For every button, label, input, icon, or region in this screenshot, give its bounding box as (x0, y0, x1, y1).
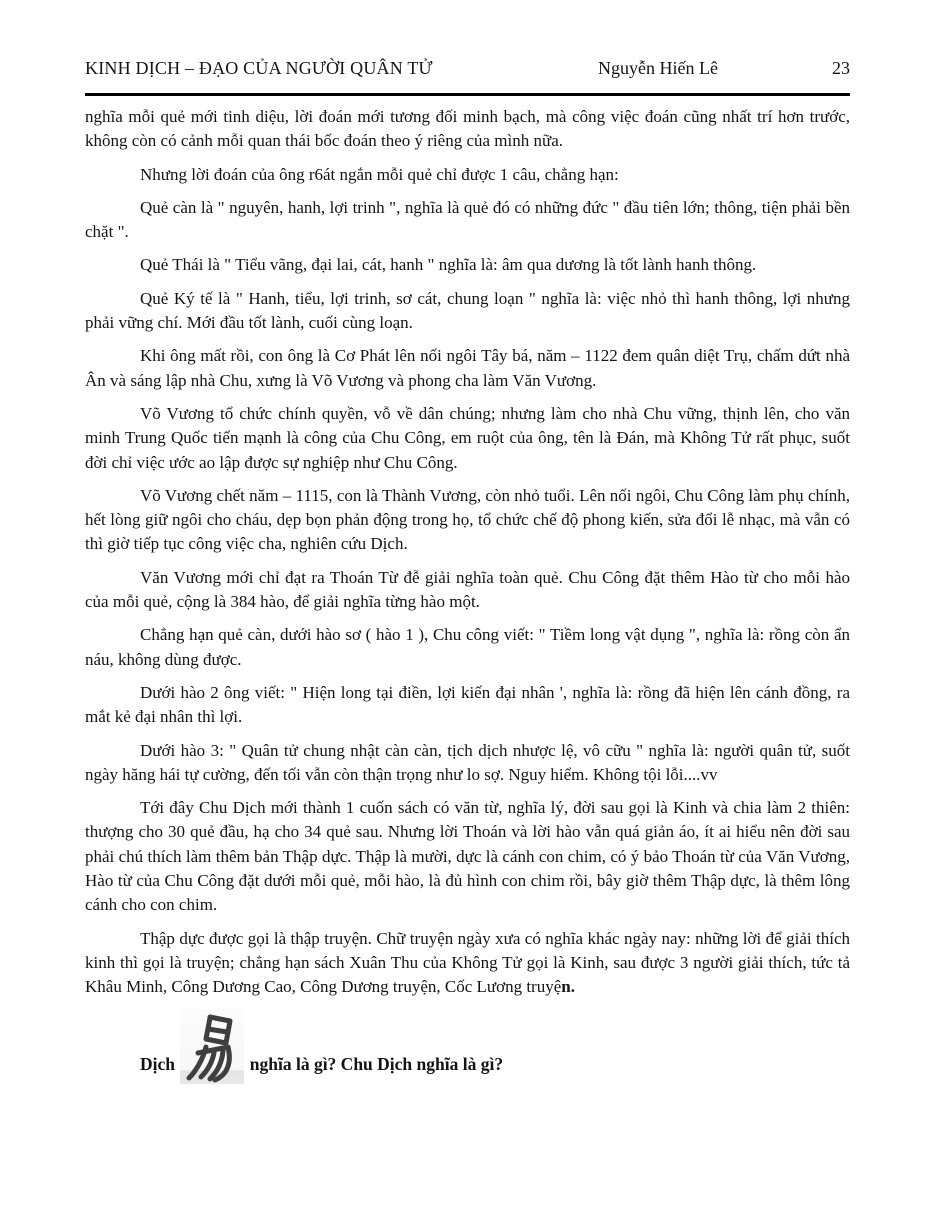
paragraph: Quẻ Thái là " Tiểu vãng, đại lai, cát, hanh " nghĩa là: âm qua dương là tốt lành hanh thông. (140, 255, 757, 275)
page-body (85, 105, 850, 1084)
yi-character-glyph (180, 1009, 244, 1084)
paragraph: Tới đây Chu Dịch mới thành 1 cuốn sách có văn từ, nghĩa lý, đời sau gọi là Kinh và chia làm 2 thiên: thượng cho 30 quẻ đầu, hạ cho 34 quẻ sau. Nhưng lời Thoán và lời hào vẫn quá giản áo, ít ai hiểu nên đời sau phải chú thích làm thêm bản Thập dực. Thập là mười, dực là cánh con chim, có ý bảo Thoán từ của Văn Vương, Hào từ của Chu Công đặt dưới mỗi quẻ, mỗi hào, là đủ hình con chim rồi, bây giờ thêm Thập dực, là thêm lông cánh cho con chim. (85, 798, 850, 915)
paragraph: Quẻ càn là " nguyên, hanh, lợi trinh ", nghĩa là quẻ đó có những đức " đầu tiên lớn; thông, tiện phải bền chặt ". (85, 197, 850, 242)
paragraph: Khi ông mất rồi, con ông là Cơ Phát lên nối ngôi Tây bá, năm – 1122 đem quân diệt Trụ, chấm dứt nhà Ân và sáng lập nhà Chu, xưng là Võ Vương và phong cha làm Văn Vương. (85, 346, 850, 390)
header-rule (85, 93, 850, 96)
paragraph: Chẳng hạn quẻ càn, dưới hào sơ ( hào 1 ), Chu công viết: " Tiềm long vật dụng ", nghĩa là: rồng còn ẩn náu, không dùng được. (85, 625, 850, 669)
paragraph: Võ Vương chết năm – 1115, con là Thành Vương, còn nhỏ tuổi. Lên nối ngôi, Chu Công làm phụ chính, hết lòng giữ ngôi cho cháu, dẹp bọn phản động trong họ, tổ chức chế độ phong kiến, sửa đổi lễ nhạc, mà vẫn có thì giờ tiếp tục công việc cha, nghiên cứu Dịch. (85, 485, 850, 554)
question-line (85, 1009, 850, 1084)
paragraph (85, 927, 850, 1000)
author-name: Nguyễn Hiến Lê (598, 58, 718, 78)
question-lead: Dịch (140, 1053, 175, 1074)
book-title: KINH DỊCH – ĐẠO CỦA NGƯỜI QUÂN TỬ (85, 58, 433, 78)
page-header (85, 57, 850, 79)
paragraph: nghĩa mỗi quẻ mới tinh diệu, lời đoán mới tương đối minh bạch, mà công việc đoán cũng nhất trí hơn trước, không còn có cảnh mỗi quan thái bốc đoán theo ý riêng của mình nữa. (85, 107, 850, 151)
paragraph-text: Thập dực được gọi là thập truyện. Chữ truyện ngày xưa có nghĩa khác ngày nay: những lời để giải thích kinh thì gọi là truyện; chẳng hạn sách Xuân Thu của Không Tử gọi là Kinh, sau được 3 người giải thích, tức tả Khâu Minh, Công Dương Cao, Công Dương truyện, Cốc Lương truyệ (85, 928, 850, 997)
paragraph: Võ Vương tổ chức chính quyền, vỗ về dân chúng; nhưng làm cho nhà Chu vững, thịnh lên, cho văn minh Trung Quốc tiến mạnh là công của Chu Công, em ruột của ông, tên là Đán, mà Không Tử rất phục, suốt đời chỉ việc ước ao lập được sự nghiệp như Chu Công. (85, 403, 850, 472)
yi-character-image (180, 1009, 244, 1084)
paragraph: Quẻ Ký tế là " Hanh, tiểu, lợi trinh, sơ cát, chung loạn " nghĩa là: việc nhỏ thì hanh thông, lợi nhưng phải vững chí. Mới đầu tốt lành, cuối cùng loạn. (85, 288, 850, 333)
paragraph: Dưới hào 2 ông viết: " Hiện long tại điền, lợi kiến đại nhân ', nghĩa là: rồng đã hiện lên cánh đồng, ra mắt kẻ đại nhân thì lợi. (85, 682, 850, 727)
page-number: 23 (832, 58, 850, 78)
paragraph: Nhưng lời đoán của ông r6át ngắn mỗi quẻ chỉ được 1 câu, chẳng hạn: (140, 164, 619, 184)
question-text: nghĩa là gì? Chu Dịch nghĩa là gì? (249, 1053, 504, 1074)
paragraph-bold-tail: n. (561, 977, 575, 997)
paragraph: Dưới hào 3: " Quân tử chung nhật càn càn, tịch dịch nhược lệ, vô cữu " nghĩa là: người quân tử, suốt ngày hăng hái tự cường, đến tối vẫn còn thận trọng như lo sợ. Nguy hiểm. Không tội lỗi....vv (85, 740, 850, 784)
paragraph: Văn Vương mới chỉ đạt ra Thoán Từ đễ giải nghĩa toàn quẻ. Chu Công đặt thêm Hào từ cho mỗi hào của mỗi quẻ, cộng là 384 hào, để giải nghĩa từng hào một. (85, 567, 850, 612)
